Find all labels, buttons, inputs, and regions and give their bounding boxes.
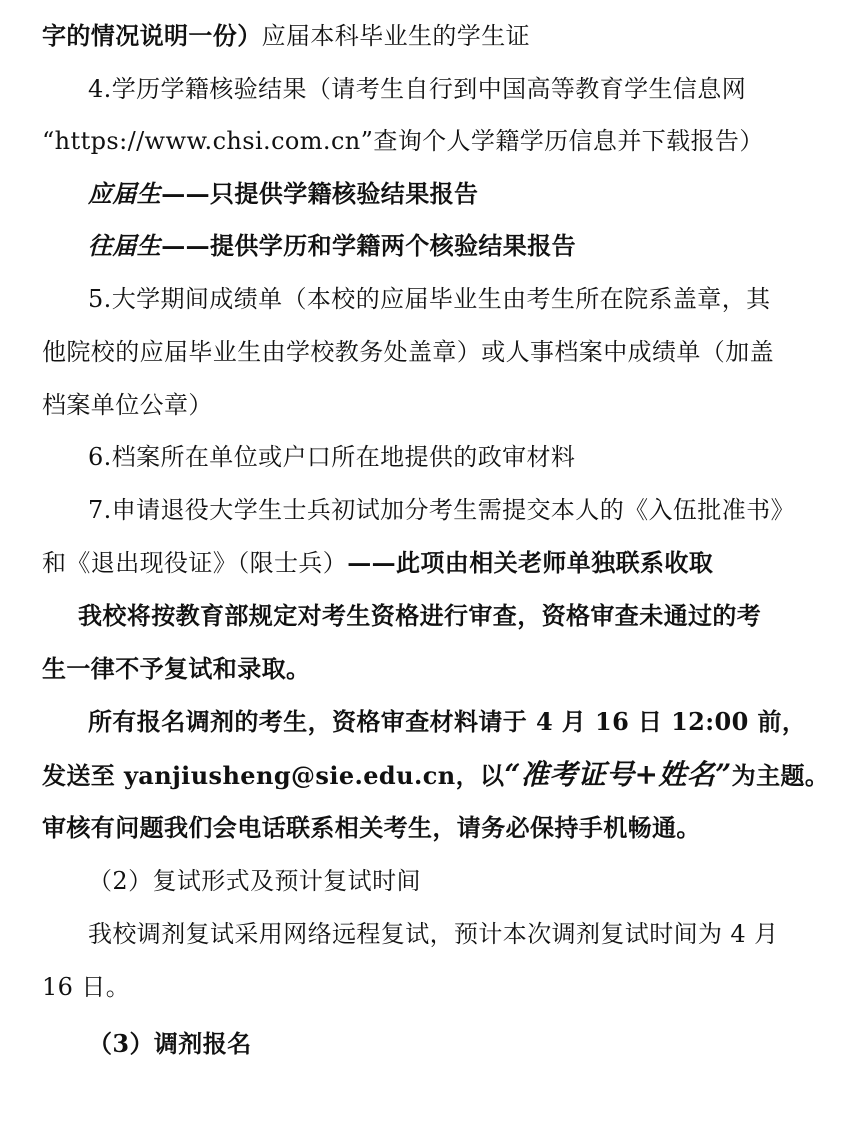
paragraph-line: 他院校的应届毕业生由学校教务处盖章）或人事档案中成绩单（加盖	[42, 338, 774, 366]
review-notice: 我校将按教育部规定对考生资格进行审查，资格审查未通过的考	[78, 601, 762, 630]
term-label: 往届生	[88, 231, 162, 260]
text-span: 和《退出现役证》（限士兵）	[42, 549, 348, 577]
term-label: 应届生	[88, 179, 162, 208]
past-graduate-note	[88, 231, 576, 261]
text-span: ——只提供学籍核验结果报告	[161, 179, 479, 208]
paragraph-line	[42, 548, 713, 578]
paragraph-line	[42, 760, 829, 791]
text-span: 为主题。	[731, 761, 830, 790]
list-item-7: 7.申请退役大学生士兵初试加分考生需提交本人的《入伍批准书》	[88, 496, 795, 524]
list-item-6: 6.档案所在单位或户口所在地提供的政审材料	[88, 443, 576, 471]
paragraph-line: 我校调剂复试采用网络远程复试，预计本次调剂复试时间为 4 月	[88, 920, 779, 948]
section-heading: （2）复试形式及预计复试时间	[88, 867, 421, 895]
section-heading: （3）调剂报名	[88, 1029, 252, 1058]
text-span: 应届本科毕业生的学生证	[261, 22, 531, 50]
text-span: ——此项由相关老师单独联系收取	[347, 548, 714, 577]
text-span: ——提供学历和学籍两个核验结果报告	[161, 231, 577, 260]
list-item-4: 4.学历学籍核验结果（请考生自行到中国高等教育学生信息网	[88, 75, 747, 103]
fresh-graduate-note	[88, 179, 478, 209]
paragraph-line	[42, 21, 530, 51]
subject-format: “准考证号+姓名”	[504, 758, 732, 791]
paragraph-line: 审核有问题我们会电话联系相关考生，请务必保持手机畅通。	[42, 813, 701, 842]
paragraph-line: “https://www.chsi.com.cn”查询个人学籍学历信息并下载报告）	[42, 127, 764, 155]
submission-notice: 所有报名调剂的考生，资格审查材料请于 4 月 16 日 12:00 前，	[88, 707, 807, 736]
paragraph-line: 16 日。	[42, 973, 131, 1001]
email-text: 发送至 yanjiusheng@sie.edu.cn，以	[42, 761, 505, 790]
list-item-5: 5.大学期间成绩单（本校的应届毕业生由考生所在院系盖章，其	[88, 285, 771, 313]
paragraph-line: 生一律不予复试和录取。	[42, 654, 311, 683]
paragraph-line: 档案单位公章）	[42, 391, 213, 419]
text-span: 字的情况说明一份）	[42, 21, 262, 50]
